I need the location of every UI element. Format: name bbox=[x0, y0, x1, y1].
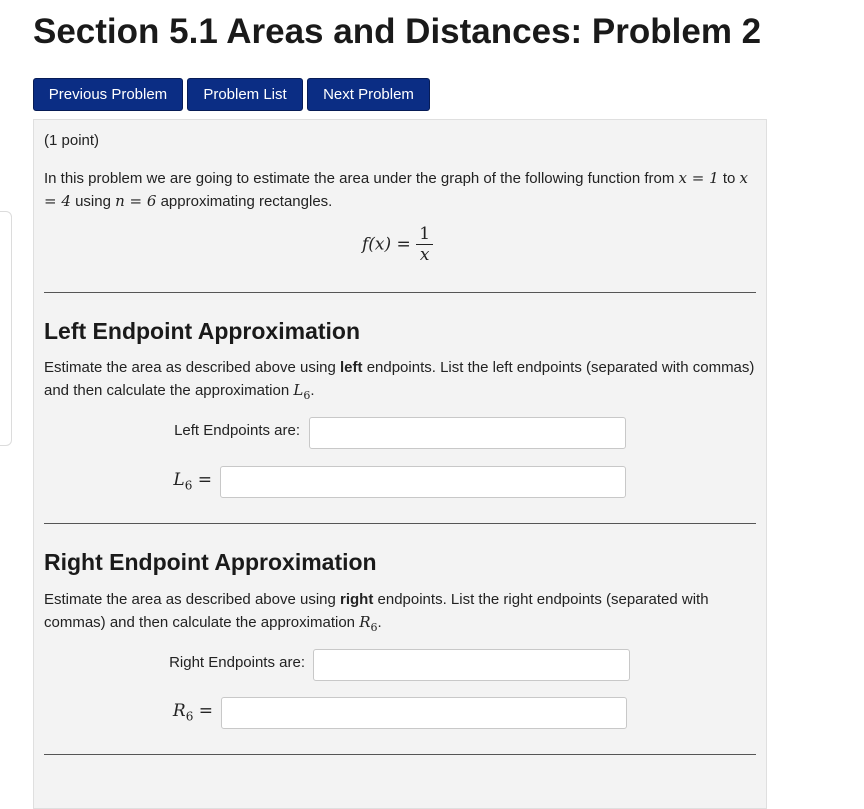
point-value: (1 point) bbox=[44, 132, 100, 149]
right-desc-text-2: endpoints. List the right endpoints (separated with commas) and then calculate the approximation bbox=[44, 591, 709, 631]
left-desc-symbol-letter: L bbox=[293, 381, 304, 399]
right-endpoints-input[interactable] bbox=[313, 649, 630, 681]
problem-intro bbox=[44, 167, 759, 213]
left-endpoints-label: Left Endpoints are: bbox=[174, 422, 300, 439]
r6-letter: R bbox=[172, 701, 186, 721]
left-desc-text-2: endpoints. List the left endpoints (separated with commas) and then calculate the approximation bbox=[44, 359, 755, 399]
right-endpoints-label: Right Endpoints are: bbox=[169, 654, 305, 671]
right-desc-text: Estimate the area as described above using bbox=[44, 591, 336, 608]
l6-equals: = bbox=[197, 470, 212, 490]
right-desc-bold: right bbox=[340, 591, 374, 608]
fraction-numerator: 1 bbox=[419, 224, 431, 244]
previous-problem-button[interactable]: Previous Problem bbox=[33, 78, 183, 111]
left-endpoints-input[interactable] bbox=[309, 417, 626, 449]
r6-sub: 6 bbox=[185, 709, 194, 724]
section-divider bbox=[44, 523, 756, 524]
page-title: Section 5.1 Areas and Distances: Problem 2 bbox=[33, 12, 762, 51]
x-end-math: x = 4 bbox=[44, 169, 748, 210]
left-desc-period: . bbox=[310, 382, 315, 399]
left-desc-text: Estimate the area as described above using bbox=[44, 359, 336, 376]
l6-sub: 6 bbox=[184, 478, 193, 493]
right-desc-symbol-sub: 6 bbox=[370, 621, 378, 634]
l6-input[interactable] bbox=[220, 466, 626, 498]
right-desc-symbol bbox=[359, 613, 378, 634]
x-start-math: x = 1 bbox=[678, 169, 719, 187]
right-section-description bbox=[44, 589, 759, 639]
left-desc-bold: left bbox=[340, 359, 363, 376]
side-tab-panel[interactable] bbox=[0, 211, 12, 446]
r6-input[interactable] bbox=[221, 697, 627, 729]
problem-nav bbox=[33, 78, 430, 111]
l6-letter: L bbox=[173, 470, 185, 490]
problem-panel bbox=[33, 119, 767, 809]
r6-equals: = bbox=[198, 701, 213, 721]
intro-text: In this problem we are going to estimate the area under the graph of the following function from bbox=[44, 170, 675, 187]
section-divider bbox=[44, 754, 756, 755]
right-section-title: Right Endpoint Approximation bbox=[44, 549, 377, 575]
fraction-denominator: x bbox=[419, 245, 430, 265]
intro-to-text: to bbox=[722, 170, 736, 187]
n-value-math: n = 6 bbox=[115, 192, 157, 210]
problem-list-button[interactable]: Problem List bbox=[187, 78, 303, 111]
right-desc-period: . bbox=[377, 614, 382, 631]
left-section-title: Left Endpoint Approximation bbox=[44, 318, 361, 344]
function-fraction bbox=[416, 224, 433, 265]
left-desc-symbol-sub: 6 bbox=[303, 389, 311, 402]
l6-label bbox=[34, 470, 212, 492]
intro-end-text: approximating rectangles. bbox=[160, 193, 333, 210]
right-desc-symbol-letter: R bbox=[359, 613, 371, 631]
left-section-description bbox=[44, 357, 759, 407]
r6-label bbox=[34, 701, 213, 723]
intro-using-text: using bbox=[75, 193, 111, 210]
section-divider bbox=[44, 292, 756, 293]
function-formula bbox=[362, 224, 433, 265]
left-desc-symbol bbox=[293, 381, 311, 402]
function-lhs: f(x) = bbox=[362, 234, 411, 255]
next-problem-button[interactable]: Next Problem bbox=[307, 78, 430, 111]
